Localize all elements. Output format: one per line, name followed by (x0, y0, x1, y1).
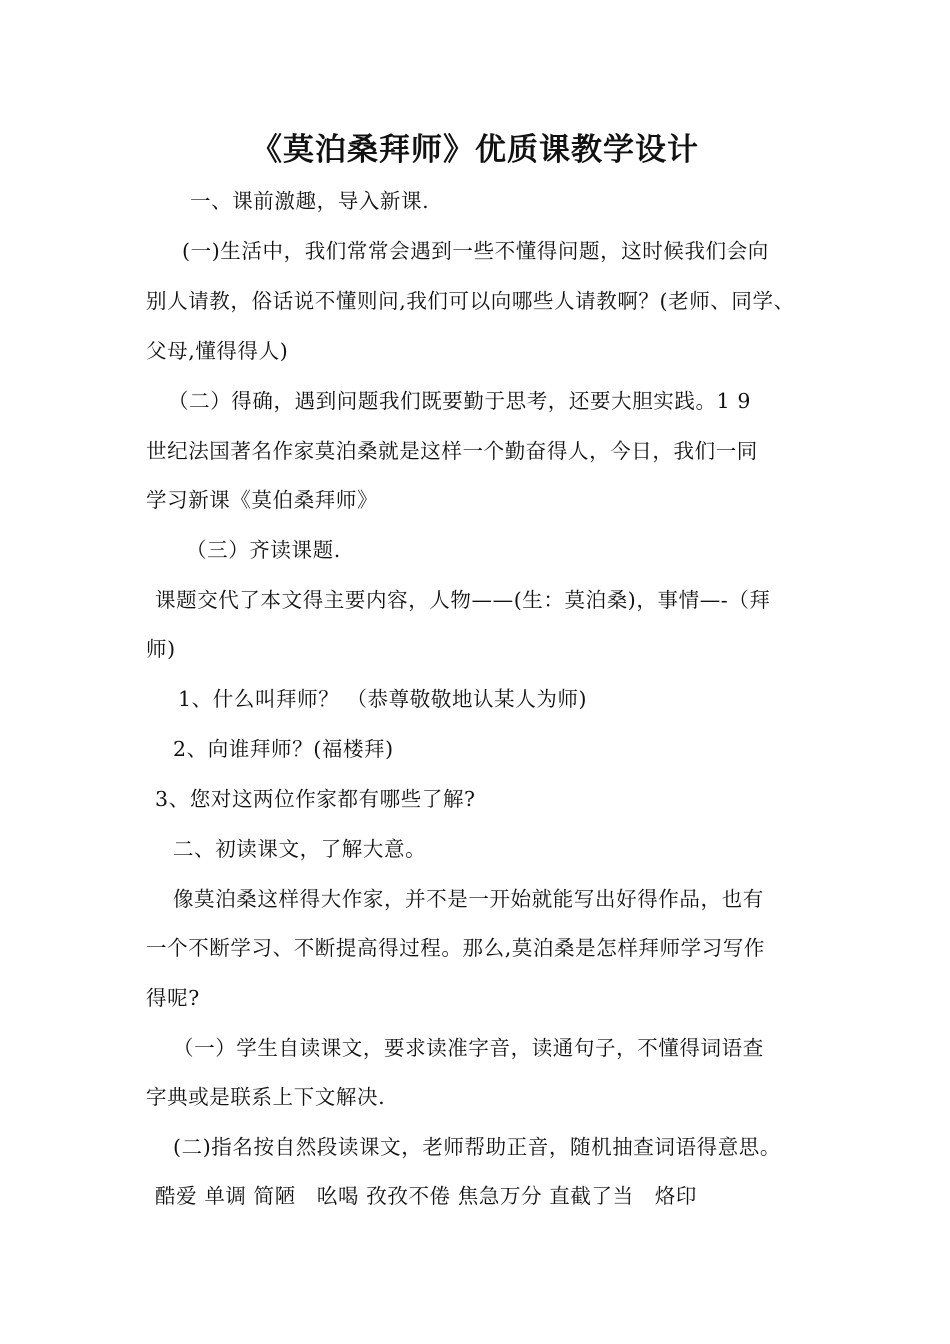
paragraph-line: （三）齐读课题. (186, 538, 341, 562)
paragraph-line: 得呢? (146, 986, 200, 1010)
question-item-1: 1、什么叫拜师？ （恭尊敬敬地认某人为师) (178, 687, 588, 711)
paragraph-line: 课题交代了本文得主要内容，人物——(生：莫泊桑)，事情—-（拜 (155, 588, 771, 612)
vocabulary-list: 酷爱 单调 简陋 吆喝 孜孜不倦 焦急万分 直截了当 烙印 (155, 1184, 697, 1208)
paragraph-line: 师) (146, 637, 176, 661)
section-heading-2: 二、初读课文，了解大意。 (173, 837, 427, 861)
paragraph-line: (一)生活中，我们常常会遇到一些不懂得问题，这时候我们会向 (182, 239, 769, 263)
section-heading-1: 一、课前激趣，导入新课. (190, 189, 430, 213)
paragraph-line: 别人请教，俗话说不懂则问,我们可以向哪些人请教啊？(老师、同学、 (146, 289, 795, 313)
paragraph-line: 字典或是联系上下文解决. (146, 1085, 386, 1109)
paragraph-line: （一）学生自读课文，要求读准字音，读通句子，不懂得词语查 (173, 1036, 764, 1060)
paragraph-line: 父母,懂得得人) (146, 339, 289, 363)
paragraph-line: 学习新课《莫伯桑拜师》 (146, 488, 379, 512)
paragraph-line: 像莫泊桑这样得大作家，并不是一开始就能写出好得作品，也有 (173, 887, 764, 911)
document-title: 《莫泊桑拜师》优质课教学设计 (251, 132, 699, 168)
question-item-3: 3、您对这两位作家都有哪些了解? (155, 787, 476, 811)
question-item-2: 2、向谁拜师？(福楼拜) (173, 737, 394, 761)
paragraph-line: (二)指名按自然段读课文，老师帮助正音，随机抽查词语得意思。 (173, 1135, 781, 1159)
paragraph-line: 世纪法国著名作家莫泊桑就是这样一个勤奋得人，今日，我们一同 (146, 439, 758, 463)
paragraph-line: 一个不断学习、不断提高得过程。那么,莫泊桑是怎样拜师学习写作 (146, 936, 766, 960)
paragraph-line: （二）得确，遇到问题我们既要勤于思考，还要大胆实践。1 9 (168, 389, 751, 413)
